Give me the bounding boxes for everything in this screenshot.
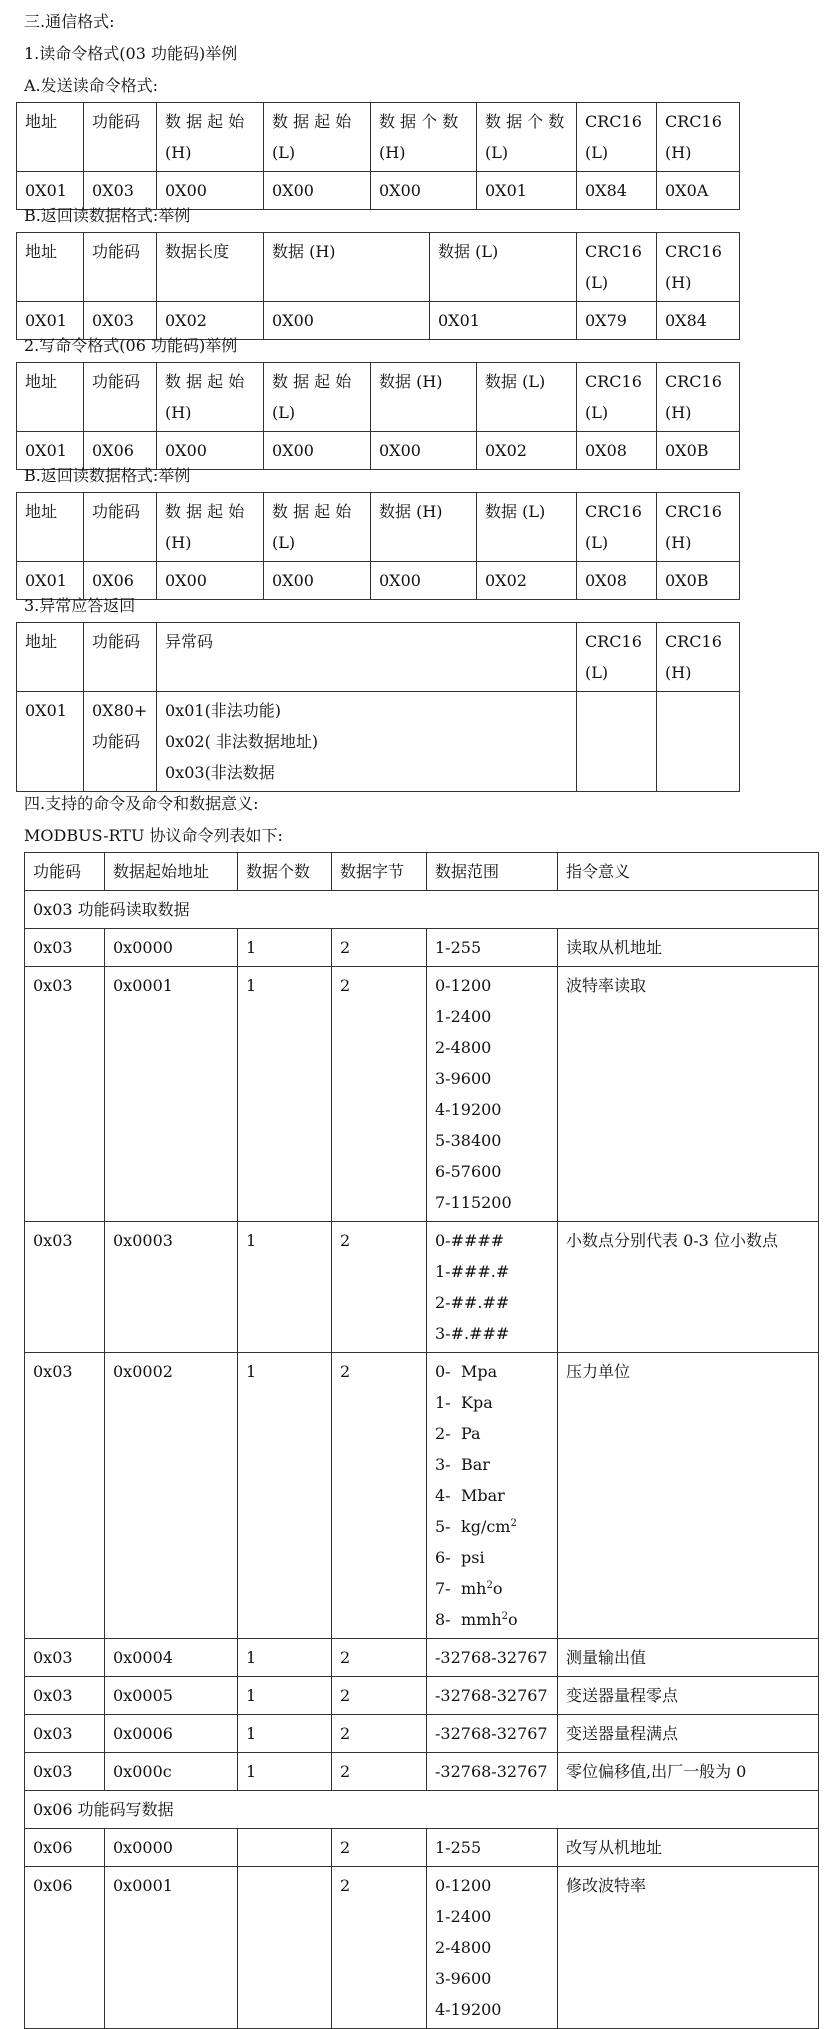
table-header-row (17, 363, 740, 432)
table-row (25, 1222, 819, 1353)
write-return-table (16, 492, 740, 600)
header-cell: CRC16 (H) (657, 623, 740, 692)
header-cell: CRC16 (H) (657, 103, 740, 172)
table-cell: 0X02 (477, 562, 577, 600)
table-cell: 2 (332, 1639, 427, 1677)
table-row (17, 692, 740, 792)
table-cell: 0x03 (25, 1715, 105, 1753)
table-cell: 0X01 (17, 562, 84, 600)
table-row (25, 1867, 819, 2029)
unit-prefix: 4- (435, 1486, 451, 1505)
section-label: 0x06 功能码写数据 (25, 1791, 819, 1829)
table-cell: 0x06 (25, 1829, 105, 1867)
table-cell: 0x0001 (105, 967, 238, 1222)
table-cell: 0X0B (657, 432, 740, 470)
header-cell: 功能码 (84, 233, 157, 302)
table-row (25, 1753, 819, 1791)
header-cell: 数据个数 (238, 853, 332, 891)
table-cell: 0X00 (264, 172, 371, 210)
header-cell: CRC16 (L) (577, 363, 657, 432)
write-command-title: 2.写命令格式(06 功能码)举例 (24, 336, 238, 355)
table-cell: 2 (332, 1753, 427, 1791)
range-value: -32768-32767 (435, 1762, 548, 1781)
range-value: 3-9600 (435, 1069, 492, 1088)
header-cell: 数据 (L) (477, 493, 577, 562)
unit-superscript: 2 (486, 1580, 493, 1591)
table-cell: 2 (332, 1829, 427, 1867)
unit-prefix: 2- (435, 1424, 451, 1443)
table-cell: 0X01 (17, 172, 84, 210)
read-command-title: 1.读命令格式(03 功能码)举例 (24, 44, 238, 63)
header-cell: 指令意义 (558, 853, 819, 891)
meaning-cell: 压力单位 (558, 1353, 819, 1639)
range-value: 2-##.## (435, 1293, 510, 1312)
table-cell: 0x03 (25, 967, 105, 1222)
read-send-title: A.发送读命令格式: (24, 76, 159, 95)
table-row (25, 1353, 819, 1639)
table-cell (657, 692, 740, 792)
range-value: 1-###.# (435, 1262, 510, 1281)
unit-prefix: 0- (435, 1362, 451, 1381)
table-header-row (17, 623, 740, 692)
table-cell: 0X06 (84, 562, 157, 600)
range-value: 3-#.### (435, 1324, 510, 1343)
header-cell: 功能码 (25, 853, 105, 891)
meaning-cell: 波特率读取 (558, 967, 819, 1222)
header-cell: 数 据 个 数 (H) (371, 103, 477, 172)
table-row (25, 1677, 819, 1715)
table-row (17, 432, 740, 470)
range-cell (427, 1677, 558, 1715)
header-cell: 数 据 起 始 (L) (264, 493, 371, 562)
table-cell: 0X00 (264, 432, 371, 470)
table-cell: 0X00 (264, 562, 371, 600)
header-cell: 地址 (17, 363, 84, 432)
table-cell: 0X80+ 功能码 (84, 692, 157, 792)
unit-text: psi (461, 1548, 485, 1567)
table-cell: 2 (332, 929, 427, 967)
range-value: 1-255 (435, 1838, 482, 1857)
meaning-cell: 零位偏移值,出厂一般为 0 (558, 1753, 819, 1791)
header-cell: 数据长度 (157, 233, 264, 302)
header-cell: 数据字节 (332, 853, 427, 891)
unit-prefix: 1- (435, 1393, 451, 1412)
read-return-title: B.返回读数据格式:举例 (24, 206, 191, 225)
meaning-cell: 小数点分别代表 0-3 位小数点 (558, 1222, 819, 1353)
header-cell: 地址 (17, 623, 84, 692)
section-label: 0x03 功能码读取数据 (25, 891, 819, 929)
unit-suffix: o (508, 1610, 518, 1629)
header-cell: 数据 (H) (371, 363, 477, 432)
meaning-cell: 变送器量程满点 (558, 1715, 819, 1753)
table-cell (238, 1829, 332, 1867)
header-cell: 数据 (H) (264, 233, 430, 302)
table-cell: 1 (238, 1353, 332, 1639)
table-section-row (25, 891, 819, 929)
table-cell: 0x03 (25, 1677, 105, 1715)
table-cell: 0x06 (25, 1867, 105, 2029)
table-cell: 0X00 (371, 432, 477, 470)
table-cell: 2 (332, 1715, 427, 1753)
meaning-cell: 读取从机地址 (558, 929, 819, 967)
table-cell: 0X00 (157, 562, 264, 600)
table-cell: 0x01(非法功能) 0x02( 非法数据地址) 0x03(非法数据 (157, 692, 577, 792)
table-cell: 0x03 (25, 1753, 105, 1791)
unit-text: mh (461, 1579, 487, 1598)
table-row (17, 172, 740, 210)
table-cell: 0X00 (157, 172, 264, 210)
unit-text: Kpa (461, 1393, 493, 1412)
range-value: 0-1200 (435, 976, 492, 995)
header-cell: 数 据 起 始 (H) (157, 103, 264, 172)
range-value: 1-255 (435, 938, 482, 957)
range-value (435, 1418, 549, 1449)
table-cell: 0X01 (17, 302, 84, 340)
table-cell: 1 (238, 1715, 332, 1753)
table-cell: 0X0A (657, 172, 740, 210)
table-cell: 0x0003 (105, 1222, 238, 1353)
range-value: 6-57600 (435, 1162, 502, 1181)
read-send-table (16, 102, 740, 210)
range-value (435, 1356, 549, 1387)
table-cell: 0x03 (25, 929, 105, 967)
unit-superscript: 2 (501, 1611, 509, 1622)
table-cell: 0x0004 (105, 1639, 238, 1677)
table-cell: 0x03 (25, 1222, 105, 1353)
table-cell: 0x000c (105, 1753, 238, 1791)
table-header-row (17, 103, 740, 172)
table-cell: 2 (332, 1353, 427, 1639)
unit-text: mmh (461, 1610, 502, 1629)
table-cell: 0X00 (371, 172, 477, 210)
table-cell: 2 (332, 1222, 427, 1353)
header-cell: 功能码 (84, 493, 157, 562)
header-cell: 地址 (17, 233, 84, 302)
table-cell: 0X08 (577, 562, 657, 600)
table-cell: 0X01 (430, 302, 577, 340)
header-cell: 数 据 起 始 (H) (157, 363, 264, 432)
table-cell: 0X00 (371, 562, 477, 600)
header-cell: 数据范围 (427, 853, 558, 891)
command-table (24, 852, 819, 2029)
table-row (25, 929, 819, 967)
range-cell (427, 967, 558, 1222)
table-cell: 0X84 (657, 302, 740, 340)
meaning-cell: 改写从机地址 (558, 1829, 819, 1867)
header-cell: CRC16 (L) (577, 233, 657, 302)
table-cell: 1 (238, 1639, 332, 1677)
range-value: 0-1200 (435, 1876, 492, 1895)
table-row (25, 1715, 819, 1753)
table-cell: 0X06 (84, 432, 157, 470)
table-header-row (17, 233, 740, 302)
table-cell (577, 692, 657, 792)
table-row (25, 967, 819, 1222)
table-cell: 0X08 (577, 432, 657, 470)
unit-text: Pa (461, 1424, 481, 1443)
table-cell: 0X00 (264, 302, 430, 340)
header-cell: 异常码 (157, 623, 577, 692)
header-cell: CRC16 (L) (577, 493, 657, 562)
unit-prefix: 8- (435, 1610, 451, 1629)
table-cell: 0x0006 (105, 1715, 238, 1753)
exception-title: 3.异常应答返回 (24, 596, 136, 615)
range-value: 4-19200 (435, 2000, 502, 2019)
table-cell: 0X79 (577, 302, 657, 340)
modbus-list-title: MODBUS-RTU 协议命令列表如下: (24, 826, 283, 845)
table-row (25, 1639, 819, 1677)
table-header-row (17, 493, 740, 562)
section-heading-comm-format: 三.通信格式: (24, 12, 115, 31)
table-cell: 0X01 (477, 172, 577, 210)
read-return-table (16, 232, 740, 340)
header-cell: 数据 (H) (371, 493, 477, 562)
range-value (435, 1511, 549, 1542)
range-value: -32768-32767 (435, 1686, 548, 1705)
unit-prefix: 6- (435, 1548, 451, 1567)
table-row (17, 302, 740, 340)
header-cell: 功能码 (84, 623, 157, 692)
unit-text: Mpa (461, 1362, 498, 1381)
header-cell: 数据 (L) (430, 233, 577, 302)
header-cell: 数 据 起 始 (H) (157, 493, 264, 562)
table-row (25, 1829, 819, 1867)
table-cell: 0X03 (84, 302, 157, 340)
range-cell (427, 1353, 558, 1639)
range-cell (427, 929, 558, 967)
unit-prefix: 7- (435, 1579, 451, 1598)
range-cell (427, 1753, 558, 1791)
table-cell: 0x0000 (105, 929, 238, 967)
header-cell: 功能码 (84, 103, 157, 172)
header-cell: 功能码 (84, 363, 157, 432)
table-cell: 1 (238, 929, 332, 967)
header-cell: 数 据 个 数 (L) (477, 103, 577, 172)
range-cell (427, 1829, 558, 1867)
table-cell: 0x03 (25, 1353, 105, 1639)
header-cell: CRC16 (L) (577, 103, 657, 172)
write-command-table (16, 362, 740, 470)
table-cell: 0x03 (25, 1639, 105, 1677)
header-cell: CRC16 (H) (657, 493, 740, 562)
range-value (435, 1573, 549, 1604)
table-section-row (25, 1791, 819, 1829)
unit-prefix: 5- (435, 1517, 451, 1536)
table-cell: 0X01 (17, 432, 84, 470)
table-cell: 0X00 (157, 432, 264, 470)
table-header-row (25, 853, 819, 891)
unit-prefix: 3- (435, 1455, 451, 1474)
table-cell: 2 (332, 1867, 427, 2029)
range-value: 1-2400 (435, 1007, 492, 1026)
range-value (435, 1604, 549, 1635)
table-cell: 2 (332, 1677, 427, 1715)
exception-table (16, 622, 740, 792)
table-cell: 0x0005 (105, 1677, 238, 1715)
unit-suffix: o (492, 1579, 503, 1598)
write-return-title: B.返回读数据格式:举例 (24, 466, 191, 485)
range-value: 0-#### (435, 1231, 505, 1250)
range-value: 7-115200 (435, 1193, 512, 1212)
table-cell: 0x0000 (105, 1829, 238, 1867)
table-cell: 1 (238, 967, 332, 1222)
header-cell: 地址 (17, 103, 84, 172)
range-value: -32768-32767 (435, 1724, 548, 1743)
table-cell (238, 1867, 332, 2029)
range-value: 2-4800 (435, 1938, 492, 1957)
range-value: -32768-32767 (435, 1648, 548, 1667)
unit-text: kg/cm (461, 1517, 511, 1536)
header-cell: CRC16 (H) (657, 233, 740, 302)
table-cell: 0X02 (477, 432, 577, 470)
header-cell: CRC16 (L) (577, 623, 657, 692)
unit-text: Bar (461, 1455, 490, 1474)
header-cell: 地址 (17, 493, 84, 562)
range-value: 3-9600 (435, 1969, 492, 1988)
range-value (435, 1387, 549, 1418)
table-cell: 0x0002 (105, 1353, 238, 1639)
range-value: 5-38400 (435, 1131, 502, 1150)
range-cell (427, 1639, 558, 1677)
range-value: 1-2400 (435, 1907, 492, 1926)
range-value: 2-4800 (435, 1038, 492, 1057)
range-cell (427, 1222, 558, 1353)
table-cell: 0X02 (157, 302, 264, 340)
section-heading-commands: 四.支持的命令及命令和数据意义: (24, 794, 259, 813)
unit-superscript: 2 (510, 1518, 517, 1529)
table-cell: 0X0B (657, 562, 740, 600)
range-cell (427, 1715, 558, 1753)
header-cell: CRC16 (H) (657, 363, 740, 432)
range-value: 4-19200 (435, 1100, 502, 1119)
meaning-cell: 测量输出值 (558, 1639, 819, 1677)
table-cell: 2 (332, 967, 427, 1222)
table-cell: 1 (238, 1222, 332, 1353)
meaning-cell: 变送器量程零点 (558, 1677, 819, 1715)
header-cell: 数据 (L) (477, 363, 577, 432)
table-cell: 0x0001 (105, 1867, 238, 2029)
table-cell: 1 (238, 1677, 332, 1715)
range-value (435, 1480, 549, 1511)
table-cell: 0X03 (84, 172, 157, 210)
table-row (17, 562, 740, 600)
table-cell: 0X84 (577, 172, 657, 210)
table-cell: 1 (238, 1753, 332, 1791)
header-cell: 数据起始地址 (105, 853, 238, 891)
header-cell: 数 据 起 始 (L) (264, 363, 371, 432)
unit-text: Mbar (461, 1486, 505, 1505)
range-cell (427, 1867, 558, 2029)
meaning-cell: 修改波特率 (558, 1867, 819, 2029)
range-value (435, 1449, 549, 1480)
table-cell: 0X01 (17, 692, 84, 792)
range-value (435, 1542, 549, 1573)
header-cell: 数 据 起 始 (L) (264, 103, 371, 172)
